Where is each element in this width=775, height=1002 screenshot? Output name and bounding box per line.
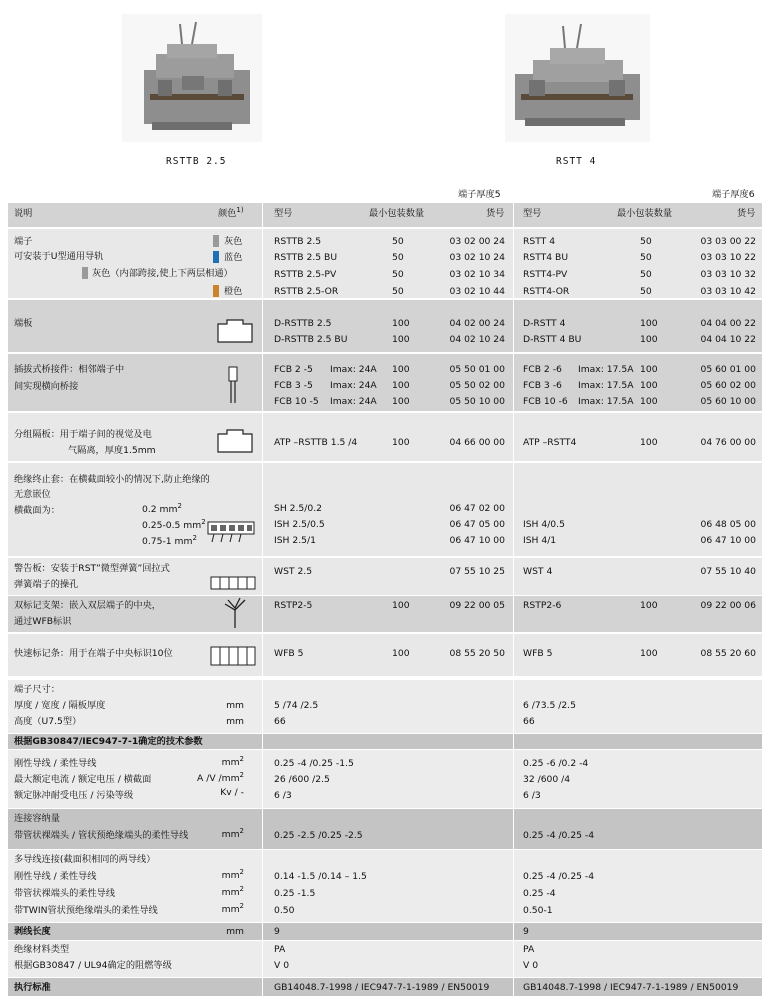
col-divider-1: [262, 203, 263, 996]
endplate-left-itemno: 04 02 10 24: [449, 334, 505, 345]
material-row-left: V 0: [274, 960, 290, 971]
jumper-right-itemno: 05 60 10 00: [700, 396, 756, 407]
color-label-blue: 蓝色: [224, 252, 243, 263]
dimensions-row-right: 66: [523, 716, 535, 727]
size-sup-1: 2: [177, 502, 182, 510]
terminal-right-model: RSTT 4: [523, 236, 556, 247]
strip-unit: mm: [226, 926, 244, 937]
terminal-left-model: RSTTB 2.5-PV: [274, 269, 337, 280]
jumper-right-imax: Imax: 17.5A: [578, 396, 634, 407]
insulation-desc-1: 绝缘终止套：在横截面较小的情况下,防止绝缘的: [14, 474, 210, 485]
tech-row-label: 刚性导线 / 柔性导线: [14, 758, 97, 769]
terminal-right-itemno: 03 03 10 42: [700, 286, 756, 297]
insulation-right-model: ISH 4/1: [523, 535, 557, 546]
header-desc: 说明: [14, 208, 33, 219]
jumper-left-qty: 100: [392, 396, 410, 407]
band-capacity: [8, 809, 762, 849]
terminal-right-itemno: 03 03 00 22: [700, 236, 756, 247]
warning-plate-icon: [210, 576, 256, 590]
strip-label: 剥线长度: [14, 926, 51, 937]
header-model-left: 型号: [274, 208, 293, 219]
terminal-left-itemno: 03 02 10 24: [449, 252, 505, 263]
endplate-left-model: D-RSTTB 2.5: [274, 318, 332, 329]
partition-right-itemno: 04 76 00 00: [700, 437, 756, 448]
multi-row-unit: [222, 868, 244, 882]
partition-desc-1: 分组隔板：用于端子间的视觉及电: [14, 429, 152, 440]
tech-row-right: 32 /600 /4: [523, 774, 571, 785]
jumper-right-imax: Imax: 17.5A: [578, 364, 634, 375]
dimensions-row-right: 6 /73.5 /2.5: [523, 700, 576, 711]
partition-right-qty: 100: [640, 437, 658, 448]
multi-row-label: 带管状裸端头的柔性导线: [14, 888, 116, 899]
tech-row-label: 最大额定电流 / 额定电压 / 横截面: [14, 774, 152, 785]
capacity-unit-sup: 2: [239, 827, 244, 835]
endplate-right-model: D-RSTT 4: [523, 318, 566, 329]
swatch-orange: [213, 285, 219, 297]
endplate-left-model: D-RSTTB 2.5 BU: [274, 334, 348, 345]
multi-row-label: 带TWIN管状预绝缘端头的柔性导线: [14, 905, 158, 916]
swatch-blue: [213, 251, 219, 263]
tech-row-unit: [220, 787, 244, 799]
terminal-left-itemno: 03 02 10 34: [449, 269, 505, 280]
size-sup-3: 2: [192, 534, 197, 542]
standard-left: GB14048.7-1998 / IEC947-7-1-1989 / EN50019: [274, 982, 490, 993]
insulation-sleeve-icon: [206, 518, 256, 544]
terminal-left-model: RSTTB 2.5: [274, 236, 322, 247]
band-strip: [8, 923, 762, 940]
marker-holder-right-qty: 100: [640, 600, 658, 611]
tech-row-unit-text: mm: [221, 757, 240, 769]
insulation-size-1: [142, 502, 182, 516]
material-row-label: 根据GB30847 / UL94确定的阻燃等级: [14, 960, 172, 971]
partition-left-model: ATP –RSTTB 1.5 /4: [274, 437, 358, 448]
jumper-left-imax: Imax: 24A: [330, 380, 377, 391]
header-itemno-right: 货号: [737, 208, 756, 219]
jumper-desc-2: 间实现横向桥接: [14, 381, 79, 392]
col-divider-2: [513, 203, 514, 996]
material-row-right: V 0: [523, 960, 539, 971]
tech-row-unit: [222, 755, 244, 769]
multi-row-label: 刚性导线 / 柔性导线: [14, 871, 97, 882]
jumper-left-model: FCB 3 -5: [274, 380, 313, 391]
multi-row-left: 0.50: [274, 905, 295, 916]
terminal-left-qty: 50: [392, 252, 404, 263]
jumper-left-itemno: 05 50 01 00: [449, 364, 505, 375]
multi-row-unit-text: mm: [221, 887, 240, 899]
insulation-desc-2: 无意嵌位: [14, 489, 51, 500]
terminal-desc-3: 灰色（内部跨接,使上下两层相通）: [92, 268, 233, 279]
jumper-left-imax: Imax: 24A: [330, 364, 377, 375]
terminal-right-qty: 50: [640, 269, 652, 280]
endplate-left-itemno: 04 02 00 24: [449, 318, 505, 329]
insulation-left-model: ISH 2.5/1: [274, 535, 316, 546]
dimensions-row-unit: mm: [226, 716, 244, 727]
warning-desc-2: 弹簧端子的操孔: [14, 579, 79, 590]
product-caption-right: RSTT 4: [556, 156, 597, 167]
endplate-left-qty: 100: [392, 334, 410, 345]
tech-row-left: 26 /600 /2.5: [274, 774, 330, 785]
multi-row-right: 0.25 -4: [523, 888, 556, 899]
jumper-right-imax: Imax: 17.5A: [578, 380, 634, 391]
quick-marker-left-itemno: 08 55 20 50: [449, 648, 505, 659]
dimensions-row-unit: mm: [226, 700, 244, 711]
terminal-right-model: RSTT4 BU: [523, 252, 569, 263]
tech-row-unit-sup: 2: [239, 771, 244, 779]
tech-title: 根据GB30847/IEC947-7-1确定的技术参数: [14, 736, 203, 747]
capacity-label: 带管状裸端头 / 管状预绝缘端头的柔性导线: [14, 830, 189, 841]
multi-title: 多导线连接(截面积相同的两导线）: [14, 854, 156, 865]
warning-left-itemno: 07 55 10 25: [449, 566, 505, 577]
warning-desc-1: 警告板：安装于RST”微型弹簧”回拉式: [14, 563, 170, 574]
header-color-text: 颜色: [218, 208, 237, 220]
jumper-left-imax: Imax: 24A: [330, 396, 377, 407]
tech-row-right: 0.25 -6 /0.2 -4: [523, 758, 589, 769]
capacity-unit: [222, 827, 244, 841]
product-image-rsttb: [122, 14, 262, 142]
jumper-right-qty: 100: [640, 364, 658, 375]
quick-marker-right-model: WFB 5: [523, 648, 553, 659]
terminal-right-qty: 50: [640, 236, 652, 247]
jumper-left-model: FCB 2 -5: [274, 364, 313, 375]
quick-marker-desc: 快速标记条：用于在端子中央标识10位: [14, 648, 173, 659]
terminal-left-itemno: 03 02 10 44: [449, 286, 505, 297]
standard-right: GB14048.7-1998 / IEC947-7-1-1989 / EN50019: [523, 982, 739, 993]
terminal-left-qty: 50: [392, 236, 404, 247]
warning-left-model: WST 2.5: [274, 566, 313, 577]
terminal-left-model: RSTTB 2.5 BU: [274, 252, 338, 263]
jumper-left-qty: 100: [392, 380, 410, 391]
insulation-left-itemno: 06 47 02 00: [449, 503, 505, 514]
marker-holder-left-qty: 100: [392, 600, 410, 611]
dimensions-row-label: 高度（U7.5型）: [14, 716, 82, 727]
strip-left: 9: [274, 926, 280, 937]
terminal-left-itemno: 03 02 00 24: [449, 236, 505, 247]
terminal-right-model: RSTT4-OR: [523, 286, 570, 297]
insulation-right-model: ISH 4/0.5: [523, 519, 565, 530]
multi-row-unit: [222, 885, 244, 899]
thickness-label-right: 端子厚度6: [712, 189, 755, 200]
terminal-right-itemno: 03 03 10 22: [700, 252, 756, 263]
standard-label: 执行标准: [14, 982, 51, 993]
multi-row-unit-text: mm: [221, 904, 240, 916]
multi-row-unit-sup: 2: [239, 868, 244, 876]
insulation-left-model: SH 2.5/0.2: [274, 503, 322, 514]
tech-row-unit-text: Kv / -: [220, 787, 244, 798]
endplate-left-qty: 100: [392, 318, 410, 329]
terminal-desc-2: 可安装于U型通用导轨: [14, 251, 104, 262]
jumper-left-qty: 100: [392, 364, 410, 375]
endplate-right-model: D-RSTT 4 BU: [523, 334, 582, 345]
marker-holder-desc-1: 双标记支架：嵌入双层端子的中央，: [14, 600, 161, 611]
band-dimensions: [8, 680, 762, 733]
endplate-right-qty: 100: [640, 318, 658, 329]
dimensions-title: 端子尺寸：: [14, 684, 60, 695]
terminal-left-model: RSTTB 2.5-OR: [274, 286, 339, 297]
jumper-left-itemno: 05 50 02 00: [449, 380, 505, 391]
multi-row-right: 0.25 -4 /0.25 -4: [523, 871, 595, 882]
partition-left-qty: 100: [392, 437, 410, 448]
endplate-icon: [215, 318, 255, 344]
terminal-right-qty: 50: [640, 252, 652, 263]
swatch-gray-2: [82, 267, 88, 279]
material-row-label: 绝缘材料类型: [14, 944, 70, 955]
thickness-label-left: 端子厚度5: [458, 189, 501, 200]
size-sup-2: 2: [201, 518, 206, 526]
capacity-left: 0.25 -2.5 /0.25 -2.5: [274, 830, 363, 841]
multi-row-unit-text: mm: [221, 870, 240, 882]
tech-row-unit-sup: 2: [239, 755, 244, 763]
marker-holder-left-itemno: 09 22 00 05: [449, 600, 505, 611]
color-label-gray: 灰色: [224, 236, 243, 247]
partition-right-model: ATP –RSTT4: [523, 437, 577, 448]
terminal-left-qty: 50: [392, 286, 404, 297]
endplate-desc: 端板: [14, 318, 33, 329]
multi-row-unit: [222, 902, 244, 916]
marker-holder-icon: [222, 596, 248, 630]
jumper-right-qty: 100: [640, 396, 658, 407]
partition-desc-2: 气隔离，厚度1.5mm: [68, 445, 156, 456]
insulation-size-2: [142, 518, 206, 532]
terminal-right-itemno: 03 03 10 32: [700, 269, 756, 280]
multi-row-left: 0.25 -1.5: [274, 888, 316, 899]
tech-row-right: 6 /3: [523, 790, 541, 801]
insulation-left-itemno: 06 47 05 00: [449, 519, 505, 530]
dimensions-row-label: 厚度 / 宽度 / 隔板厚度: [14, 700, 106, 711]
jumper-right-model: FCB 10 -6: [523, 396, 568, 407]
endplate-right-qty: 100: [640, 334, 658, 345]
insulation-left-model: ISH 2.5/0.5: [274, 519, 325, 530]
quick-marker-right-qty: 100: [640, 648, 658, 659]
dimensions-row-left: 5 /74 /2.5: [274, 700, 319, 711]
material-row-right: PA: [523, 944, 535, 955]
jumper-right-qty: 100: [640, 380, 658, 391]
marker-holder-left-model: RSTP2-5: [274, 600, 313, 611]
terminal-left-qty: 50: [392, 269, 404, 280]
jumper-right-model: FCB 2 -6: [523, 364, 562, 375]
tech-row-unit-text: A /V /mm: [197, 773, 240, 785]
warning-right-itemno: 07 55 10 40: [700, 566, 756, 577]
partition-icon: [215, 428, 255, 454]
marker-holder-right-itemno: 09 22 00 06: [700, 600, 756, 611]
material-row-left: PA: [274, 944, 286, 955]
band-material: [8, 941, 762, 977]
insulation-left-itemno: 06 47 10 00: [449, 535, 505, 546]
quick-marker-right-itemno: 08 55 20 60: [700, 648, 756, 659]
warning-right-model: WST 4: [523, 566, 553, 577]
quick-marker-left-model: WFB 5: [274, 648, 304, 659]
header-minpack-left: 最小包装数量: [369, 208, 425, 219]
insulation-right-itemno: 06 48 05 00: [700, 519, 756, 530]
size-text-3: 0.75-1 mm: [142, 536, 193, 548]
capacity-right: 0.25 -4 /0.25 -4: [523, 830, 595, 841]
tech-row-left: 0.25 -4 /0.25 -1.5: [274, 758, 354, 769]
header-color: [218, 206, 244, 220]
jumper-right-itemno: 05 60 01 00: [700, 364, 756, 375]
terminal-desc-1: 端子: [14, 236, 33, 247]
marker-holder-desc-2: 通过WFB标识: [14, 616, 72, 627]
header-model-right: 型号: [523, 208, 542, 219]
size-text-1: 0.2 mm: [142, 504, 178, 516]
capacity-title: 连接容纳量: [14, 813, 60, 824]
size-text-2: 0.25-0.5 mm: [142, 520, 202, 532]
multi-row-right: 0.50-1: [523, 905, 553, 916]
color-label-orange: 橙色: [224, 286, 243, 297]
insulation-right-itemno: 06 47 10 00: [700, 535, 756, 546]
jumper-icon: [226, 365, 240, 405]
jumper-right-model: FCB 3 -6: [523, 380, 562, 391]
terminal-right-model: RSTT4-PV: [523, 269, 568, 280]
quick-marker-icon: [210, 646, 256, 666]
swatch-gray-1: [213, 235, 219, 247]
product-image-rstt: [505, 14, 650, 142]
multi-row-unit-sup: 2: [239, 902, 244, 910]
multi-row-unit-sup: 2: [239, 885, 244, 893]
header-minpack-right: 最小包装数量: [617, 208, 673, 219]
jumper-desc-1: 插拔式桥接件：相邻端子中: [14, 364, 125, 375]
header-color-sup: 1): [236, 206, 244, 214]
tech-row-left: 6 /3: [274, 790, 292, 801]
multi-row-left: 0.14 -1.5 /0.14 – 1.5: [274, 871, 367, 882]
header-itemno-left: 货号: [486, 208, 505, 219]
product-caption-left: RSTTB 2.5: [166, 156, 227, 167]
tech-row-unit: [197, 771, 244, 785]
jumper-left-itemno: 05 50 10 00: [449, 396, 505, 407]
endplate-right-itemno: 04 04 10 22: [700, 334, 756, 345]
insulation-cross-label: 横截面为：: [14, 505, 60, 516]
partition-left-itemno: 04 66 00 00: [449, 437, 505, 448]
insulation-size-3: [142, 534, 197, 548]
capacity-unit-text: mm: [221, 829, 240, 841]
marker-holder-right-model: RSTP2-6: [523, 600, 562, 611]
tech-row-label: 额定脉冲耐受电压 / 污染等级: [14, 790, 134, 801]
terminal-right-qty: 50: [640, 286, 652, 297]
strip-right: 9: [523, 926, 529, 937]
jumper-right-itemno: 05 60 02 00: [700, 380, 756, 391]
dimensions-row-left: 66: [274, 716, 286, 727]
endplate-right-itemno: 04 04 00 22: [700, 318, 756, 329]
quick-marker-left-qty: 100: [392, 648, 410, 659]
jumper-left-model: FCB 10 -5: [274, 396, 319, 407]
